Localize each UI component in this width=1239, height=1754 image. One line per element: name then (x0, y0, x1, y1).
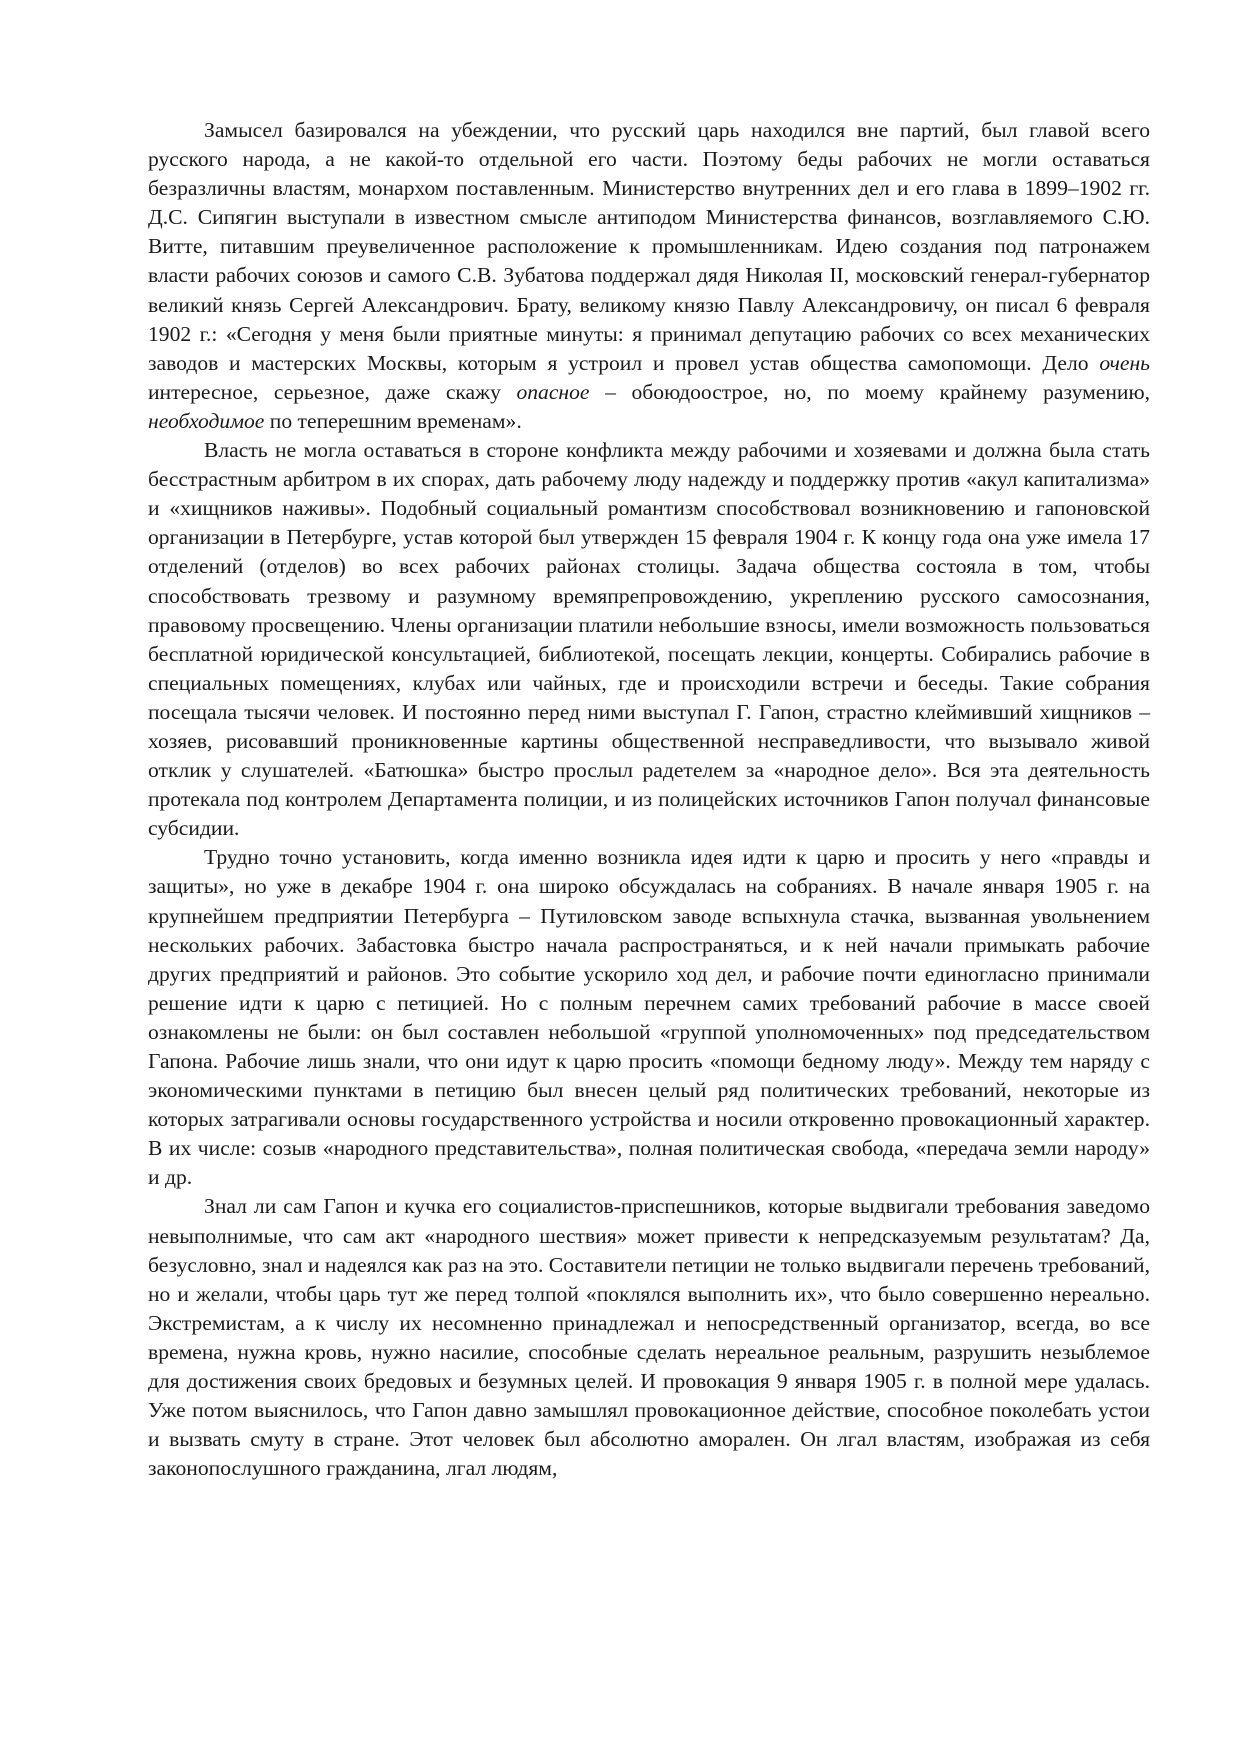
paragraph-2-text: Власть не могла оставаться в стороне конфликта между рабочими и хозяевами и должна была стать бесстрастным арбитром в их спорах, дать рабочему люду надежду и поддержку против «акул капитализма» и «хищников наживы». Подобный социальный романтизм способствовал возникновению и гапоновской организации в Петербурге, устав которой был утвержден 15 февраля 1904 г. К концу года она уже имела 17 отделений (отделов) во всех рабочих районах столицы. Задача общества состояла в том, чтобы способствовать трезвому и разумному времяпрепровождению, укреплению русского самосознания, правовому просвещению. Члены организации платили небольшие взносы, имели возможность пользоваться бесплатной юридической консультацией, библиотекой, посещать лекции, концерты. Собирались рабочие в специальных помещениях, клубах или чайных, где и происходили встречи и беседы. Такие собрания посещала тысячи человек. И постоянно перед ними выступал Г. Гапон, страстно клеймивший хищников – хозяев, рисовавший проникновенные картины общественной несправедливости, что вызывало живой отклик у слушателей. «Батюшка» быстро прослыл радетелем за «народное дело». Вся эта деятельность протекала под контролем Департамента полиции, и из полицейских источников Гапон получал финансовые субсидии. (148, 438, 1150, 841)
paragraph-1-text-4: по теперешним временам». (264, 408, 522, 433)
paragraph-4 (148, 1192, 1150, 1483)
document-page (148, 116, 1150, 1483)
paragraph-2 (148, 436, 1150, 843)
paragraph-3 (148, 843, 1150, 1192)
paragraph-1-text-2: интересное, серьезное, даже скажу (148, 379, 517, 404)
paragraph-1 (148, 116, 1150, 436)
paragraph-1-text-1: Замысел базировался на убеждении, что русский царь находился вне партий, был главой всего русского народа, а не какой-то отдельной его части. Поэтому беды рабочих не могли оставаться безразличны властям, монархом поставленным. Министерство внутренних дел и его глава в 1899–1902 гг. Д.С. Сипягин выступали в известном смысле антиподом Министерства финансов, возглавляемого С.Ю. Витте, питавшим преувеличенное расположение к промышленникам. Идею создания под патронажем власти рабочих союзов и самого С.В. Зубатова поддержал дядя Николая II, московский генерал-губернатор великий князь Сергей Александрович. Брату, великому князю Павлу Александровичу, он писал 6 февраля 1902 г.: «Сегодня у меня были приятные минуты: я принимал депутацию рабочих со всех механических заводов и мастерских Москвы, которым я устроил и провел устав общества самопомощи. Дело (148, 118, 1150, 375)
emphasis-opasnoe: опасное (516, 379, 590, 404)
paragraph-3-text: Трудно точно установить, когда именно возникла идея идти к царю и просить у него «правды и защиты», но уже в декабре 1904 г. она широко обсуждалась на собраниях. В начале января 1905 г. на крупнейшем предприятии Петербурга – Путиловском заводе вспыхнула стачка, вызванная увольнением нескольких рабочих. Забастовка быстро начала распространяться, и к ней начали примыкать рабочие других предприятий и районов. Это событие ускорило ход дел, и рабочие почти единогласно принимали решение идти к царю с петицией. Но с полным перечнем самих требований рабочие в массе своей ознакомлены не были: он был составлен небольшой «группой уполномоченных» под председательством Гапона. Рабочие лишь знали, что они идут к царю просить «помощи бедному люду». Между тем наряду с экономическими пунктами в петицию был внесен целый ряд политических требований, некоторые из которых затрагивали основы государственного устройства и носили откровенно провокационный характер. В их числе: созыв «народного представительства», полная политическая свобода, «передача земли народу» и др. (148, 845, 1150, 1190)
emphasis-ochen: очень (1099, 350, 1150, 375)
paragraph-1-text-3: – обоюдоострое, но, по моему крайнему разумению, (589, 379, 1150, 404)
paragraph-4-text: Знал ли сам Гапон и кучка его социалистов-приспешников, которые выдвигали требования заведомо невыполнимые, что сам акт «народного шествия» может привести к непредсказуемым результатам? Да, безусловно, знал и надеялся как раз на это. Составители петиции не только выдвигали перечень требований, но и желали, чтобы царь тут же перед толпой «поклялся выполнить их», что было совершенно нереально. Экстремистам, а к числу их несомненно принадлежал и непосредственный организатор, всегда, во все времена, нужна кровь, нужно насилие, способные сделать нереальное реальным, разрушить незыблемое для достижения своих бредовых и безумных целей. И провокация 9 января 1905 г. в полной мере удалась. Уже потом выяснилось, что Гапон давно замышлял провокационное действие, способное поколебать устои и вызвать смуту в стране. Этот человек был абсолютно аморален. Он лгал властям, изображая из себя законопослушного гражданина, лгал людям, (148, 1194, 1150, 1481)
emphasis-neobhodimoe: необходимое (148, 408, 265, 433)
